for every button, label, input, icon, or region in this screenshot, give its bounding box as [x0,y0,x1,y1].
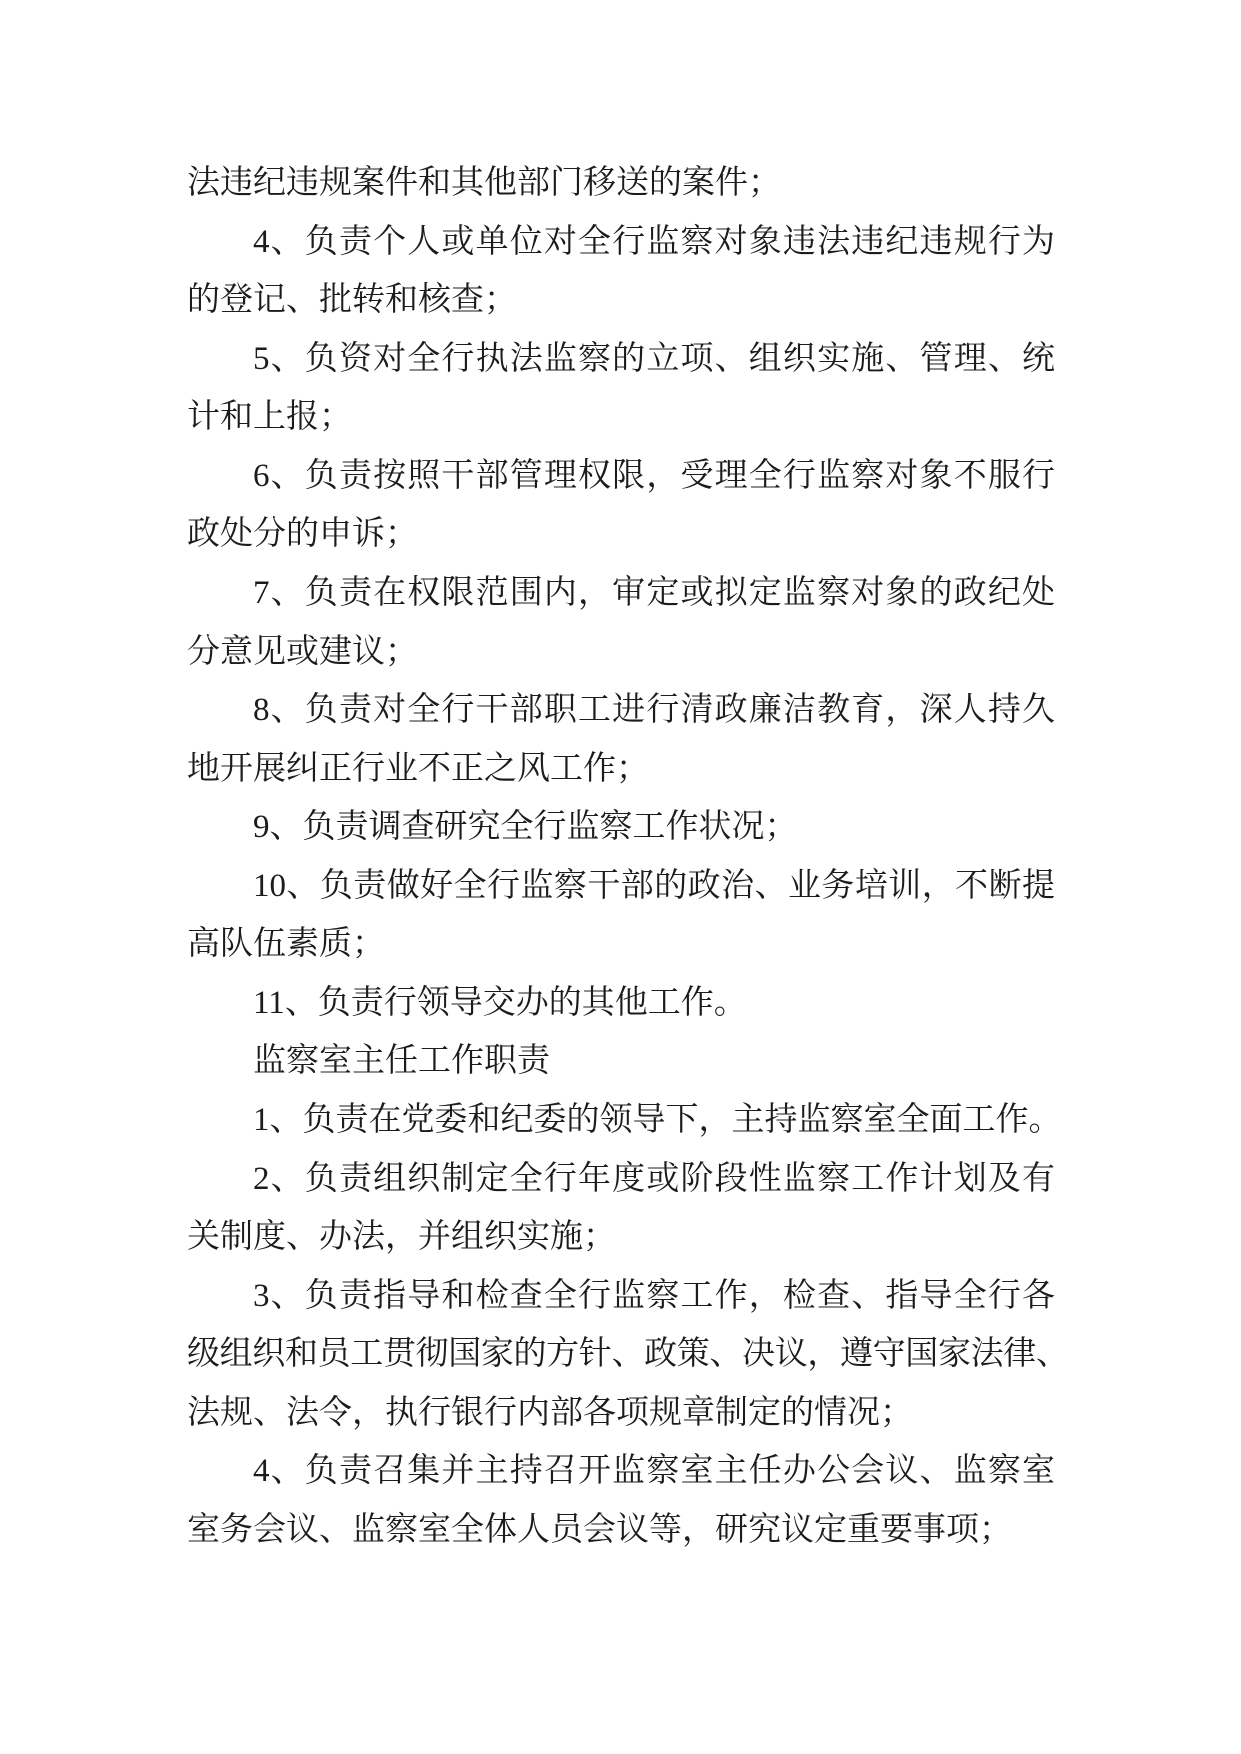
text-line: 法违纪违规案件和其他部门移送的案件； [187,165,781,201]
duty-item-8 [0,681,1241,798]
text-line: 计和上报； [187,399,352,436]
text-line: 4、负责个人或单位对全行监察对象违法违纪违规行为 [253,223,1055,260]
text-line: 级组织和员工贯彻国家的方针、政策、决议，遵守国家法律、 [187,1336,1069,1373]
text-line: 5、负资对全行执法监察的立项、组织实施、管理、统 [253,340,1055,377]
text-line: 分意见或建议； [187,633,418,670]
duty-item-7 [0,564,1241,681]
text-line: 9、负责调查研究全行监察工作状况； [253,809,798,846]
text-line: 8、负责对全行干部职工进行清政廉洁教育，深人持久 [253,692,1055,729]
director-duty-item-3 [0,1267,1241,1443]
text-line: 关制度、办法，并组织实施； [187,1219,616,1256]
text-line: 地开展纠正行业不正之风工作； [187,750,649,787]
director-duty-item-2 [0,1150,1241,1267]
document-body [0,154,1241,1560]
duty-item-11 [0,974,1241,1033]
text-line: 6、负责按照干部管理权限，受理全行监察对象不服行 [253,457,1055,494]
text-line: 政处分的申诉； [187,516,418,553]
director-duty-item-4 [0,1442,1241,1559]
director-duty-item-1 [0,1091,1241,1150]
duty-item-5 [0,330,1241,447]
duty-item-10 [0,857,1241,974]
text-line: 的登记、批转和核查； [187,282,517,319]
section-heading-text: 监察室主任工作职责 [253,1043,550,1080]
duty-item-continued [0,154,1241,213]
text-line: 法规、法令，执行银行内部各项规章制定的情况； [187,1394,913,1431]
duty-item-6 [0,447,1241,564]
text-line: 4、负责召集并主持召开监察室主任办公会议、监察室 [253,1453,1055,1490]
text-line: 1、负责在党委和纪委的领导下，主持监察室全面工作。 [253,1102,1062,1138]
text-line: 高队伍素质； [187,926,385,963]
section-heading [0,1032,1241,1091]
text-line: 2、负责组织制定全行年度或阶段性监察工作计划及有 [253,1160,1055,1197]
text-line: 10、负责做好全行监察干部的政治、业务培训，不断提 [253,867,1055,904]
text-line: 室务会议、监察室全体人员会议等，研究议定重要事项； [187,1511,1012,1548]
duty-item-9 [0,798,1241,857]
text-line: 7、负责在权限范围内，审定或拟定监察对象的政纪处 [253,574,1055,611]
text-line: 3、负责指导和检查全行监察工作，检查、指导全行各 [253,1277,1055,1314]
duty-item-4 [0,213,1241,330]
text-line: 11、负责行领导交办的其他工作。 [253,984,747,1021]
